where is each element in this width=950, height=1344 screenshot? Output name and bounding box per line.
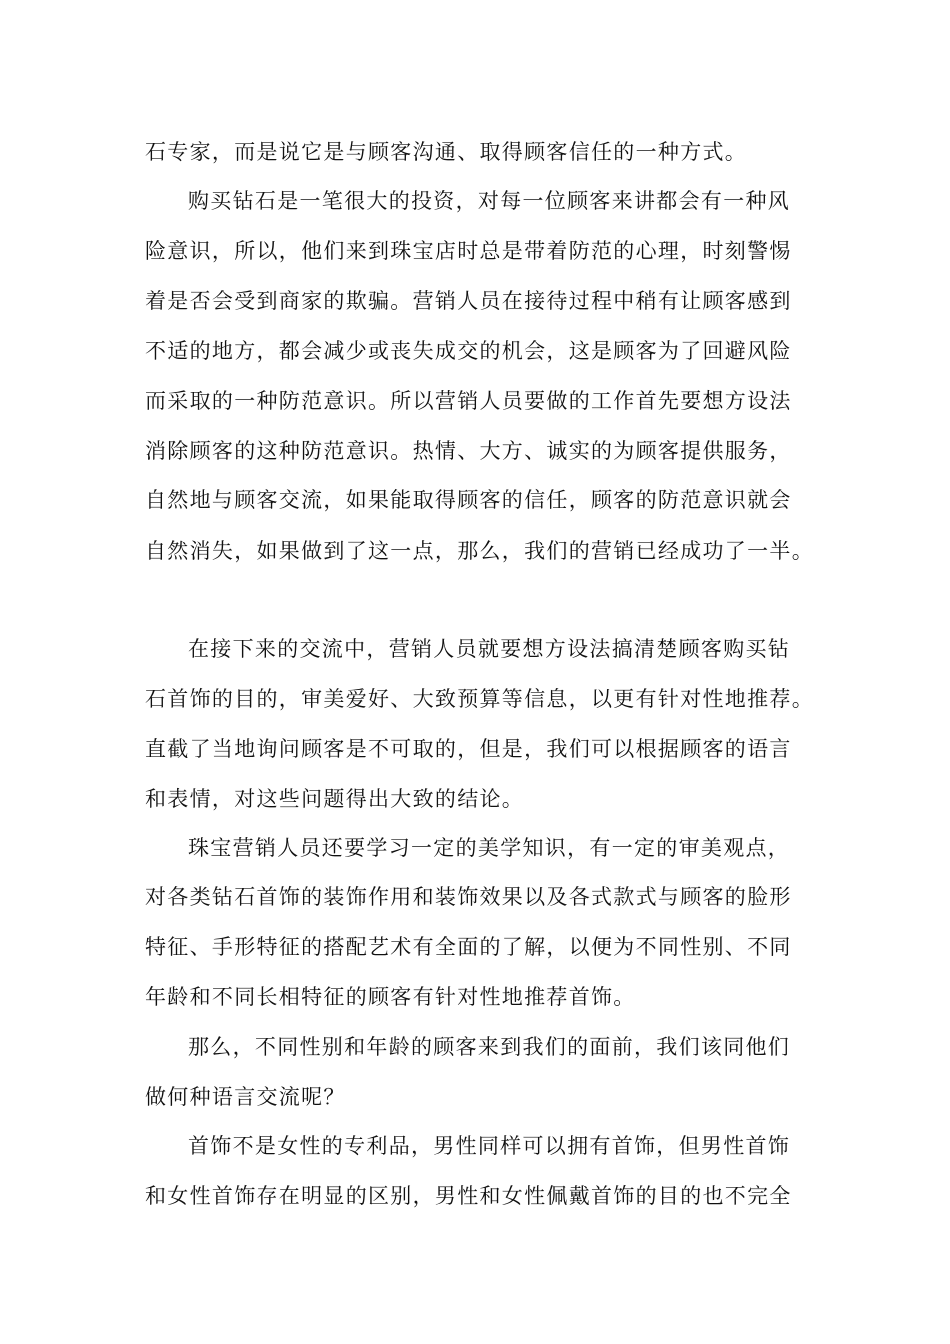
text-line: 做何种语言交流呢？ [145,1085,346,1109]
paragraph-first-line: 购买钻石是一笔很大的投资，对每一位顾客来讲都会有一种风 [188,189,791,213]
text-line: 直截了当地询问顾客是不可取的，但是，我们可以根据顾客的语言 [145,737,792,761]
text-line: 和女性首饰存在明显的区别，男性和女性佩戴首饰的目的也不完全 [145,1184,792,1208]
text-line: 而采取的一种防范意识。所以营销人员要做的工作首先要想方设法 [145,389,792,413]
text-line: 对各类钻石首饰的装饰作用和装饰效果以及各式款式与顾客的脸形 [145,885,792,909]
text-line: 和表情，对这些问题得出大致的结论。 [145,787,525,811]
paragraph-first-line: 那么，不同性别和年龄的顾客来到我们的面前，我们该同他们 [188,1035,791,1059]
paragraph-first-line: 珠宝营销人员还要学习一定的美学知识，有一定的审美观点， [188,836,791,860]
text-line: 自然地与顾客交流，如果能取得顾客的信任，顾客的防范意识就会 [145,488,792,512]
text-line: 石专家，而是说它是与顾客沟通、取得顾客信任的一种方式。 [145,140,748,164]
paragraph-first-line: 在接下来的交流中，营销人员就要想方设法搞清楚顾客购买钻 [188,637,791,661]
text-line: 不适的地方，都会减少或丧失成交的机会，这是顾客为了回避风险 [145,339,792,363]
text-line: 自然消失，如果做到了这一点，那么，我们的营销已经成功了一半。 [145,539,814,563]
text-line: 石首饰的目的，审美爱好、大致预算等信息，以更有针对性地推荐。 [145,687,814,711]
text-line: 年龄和不同长相特征的顾客有针对性地推荐首饰。 [145,985,636,1009]
paragraph-first-line: 首饰不是女性的专利品，男性同样可以拥有首饰，但男性首饰 [188,1134,791,1158]
text-line: 着是否会受到商家的欺骗。营销人员在接待过程中稍有让顾客感到 [145,289,792,313]
text-line: 特征、手形特征的搭配艺术有全面的了解，以便为不同性别、不同 [145,935,792,959]
text-line: 险意识，所以，他们来到珠宝店时总是带着防范的心理，时刻警惕 [145,239,792,263]
text-line: 消除顾客的这种防范意识。热情、大方、诚实的为顾客提供服务， [145,439,792,463]
